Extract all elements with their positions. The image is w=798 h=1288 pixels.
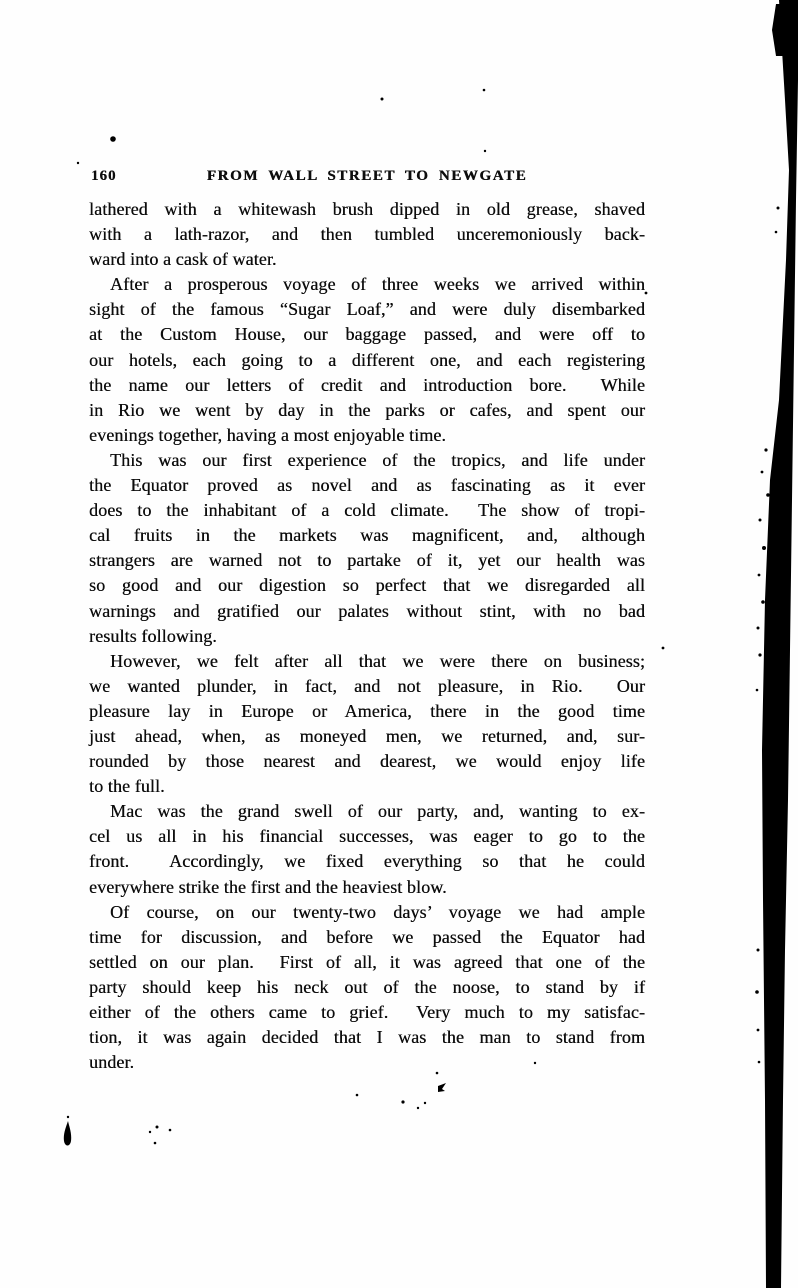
- text-line: we wanted plunder, in fact, and not pleasure, in Rio. Our: [89, 675, 645, 696]
- text-line: front. Accordingly, we fixed everything so that he could: [89, 851, 645, 872]
- paragraph: [89, 649, 645, 800]
- text-line: so good and our digestion so perfect that we disregarded all: [89, 575, 645, 596]
- text-line: strangers are warned not to partake of it, yet our health was: [89, 550, 645, 571]
- text-line: rounded by those nearest and dearest, we would enjoy life: [89, 751, 645, 772]
- paragraph: [89, 448, 645, 649]
- text-line: in Rio we went by day in the parks or cafes, and spent our: [89, 399, 645, 420]
- paragraph: [89, 799, 645, 899]
- text-line: However, we felt after all that we were there on business;: [110, 650, 645, 671]
- text-line: results following.: [89, 625, 217, 646]
- text-line: sight of the famous “Sugar Loaf,” and were duly disembarked: [89, 299, 645, 320]
- paragraph: [89, 197, 645, 272]
- text-line: the name our letters of credit and introduction bore. While: [89, 374, 645, 395]
- text-line: our hotels, each going to a different one, and each registering: [89, 349, 645, 370]
- band-edge-speckles: [755, 207, 779, 1064]
- text-line: with a lath-razor, and then tumbled unceremoniously back-: [89, 224, 645, 245]
- text-line: does to the inhabitant of a cold climate. The show of tropi-: [89, 500, 645, 521]
- text-line: under.: [89, 1052, 135, 1073]
- text-line: the Equator proved as novel and as fascinating as it ever: [89, 475, 645, 496]
- text-line: everywhere strike the first and the heaviest blow.: [89, 876, 447, 897]
- text-line: Mac was the grand swell of our party, and, wanting to ex-: [110, 801, 645, 822]
- binding-shadow-blob: [772, 4, 792, 56]
- paragraph: [89, 272, 645, 448]
- text-line: settled on our plan. First of all, it was agreed that one of the: [89, 951, 645, 972]
- text-line: to the full.: [89, 776, 165, 797]
- page-number: 160: [91, 168, 117, 184]
- running-title: FROM WALL STREET TO NEWGATE: [206, 168, 528, 184]
- text-line: ward into a cask of water.: [89, 249, 277, 270]
- text-line: Of course, on our twenty-two days’ voyage we had ample: [110, 901, 645, 922]
- text-line: time for discussion, and before we passed the Equator had: [89, 926, 645, 947]
- text-line: evenings together, having a most enjoyable time.: [89, 424, 446, 445]
- text-line: After a prosperous voyage of three weeks we arrived within: [110, 274, 645, 295]
- text-line: cal fruits in the markets was magnificent, and, although: [89, 525, 645, 546]
- text-line: just ahead, when, as moneyed men, we returned, and, sur-: [89, 725, 645, 746]
- binding-shadow-band: [762, 0, 798, 1288]
- text-block: [89, 197, 645, 1075]
- text-line: warnings and gratified our palates without stint, with no bad: [89, 600, 645, 621]
- text-line: cel us all in his financial successes, was eager to go to the: [89, 826, 645, 847]
- text-line: at the Custom House, our baggage passed, and were off to: [89, 324, 645, 345]
- bullet-mark: [110, 136, 116, 142]
- ink-blot: [64, 1116, 71, 1146]
- page-header: [89, 168, 645, 190]
- paragraph: [89, 900, 645, 1076]
- text-line: either of the others came to grief. Very much to my satisfac-: [89, 1002, 645, 1022]
- ink-smudge: [438, 1083, 446, 1092]
- text-line: tion, it was again decided that I was the man to stand from: [89, 1027, 645, 1048]
- text-line: lathered with a whitewash brush dipped in old grease, shaved: [89, 199, 645, 219]
- text-line: pleasure lay in Europe or America, there in the good time: [89, 700, 645, 721]
- text-line: This was our first experience of the tropics, and life under: [110, 449, 645, 470]
- text-line: party should keep his neck out of the noose, to stand by if: [89, 976, 645, 997]
